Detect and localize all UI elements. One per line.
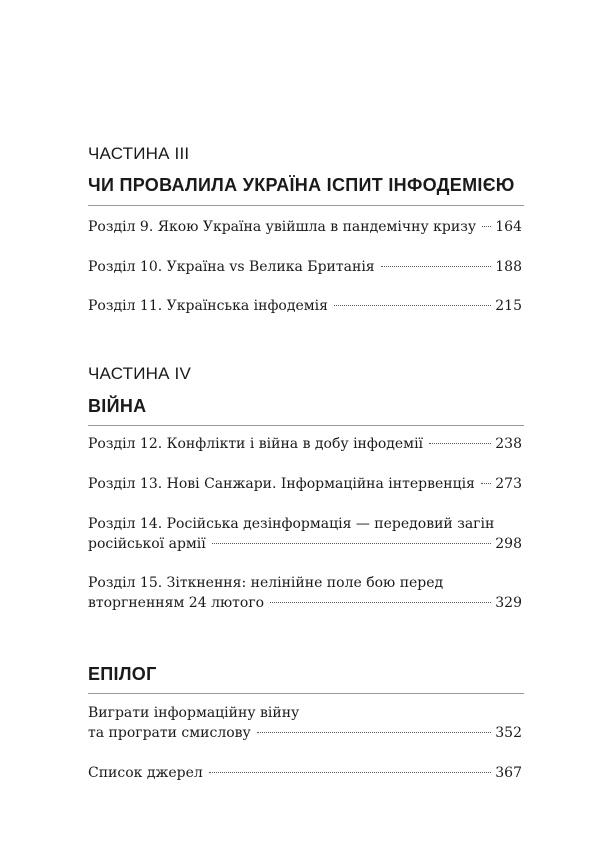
dot-leader	[270, 602, 491, 603]
part-3-divider	[88, 205, 524, 206]
toc-entry-page: 298	[495, 536, 522, 552]
dot-leader	[481, 483, 491, 484]
toc-entry-page: 367	[495, 765, 522, 781]
toc-entry-title-line-2: російської армії	[88, 536, 206, 552]
toc-entry-page: 273	[495, 476, 522, 492]
toc-entry-title-line-2: вторгненням 24 лютого	[88, 595, 265, 611]
part-4-title: ВІЙНА	[88, 396, 147, 416]
part-3-label: ЧАСТИНА III	[88, 144, 190, 163]
dot-leader	[482, 226, 491, 227]
toc-entry-page: 188	[495, 259, 522, 275]
toc-entry-sources[interactable]	[88, 763, 522, 783]
toc-entry-title: Розділ 11. Українська інфодемія	[88, 298, 328, 314]
toc-entry-title-line-2: та програти смислову	[88, 725, 251, 741]
toc-entry-chapter-13[interactable]	[88, 474, 522, 494]
dot-leader	[212, 543, 492, 544]
dot-leader	[429, 443, 491, 444]
toc-entry-title: Список джерел	[88, 765, 203, 781]
toc-entry-title-line-1: Розділ 14. Російська дезінформація — передовий загін	[88, 516, 495, 532]
dot-leader	[209, 772, 491, 773]
epilogue-title: ЕПІЛОГ	[88, 664, 157, 684]
dot-leader	[334, 305, 491, 306]
toc-entry-chapter-14[interactable]	[88, 514, 522, 554]
toc-entry-chapter-9[interactable]	[88, 217, 522, 237]
dot-leader	[257, 732, 491, 733]
toc-entry-chapter-15[interactable]	[88, 573, 522, 613]
toc-entry-chapter-12[interactable]	[88, 434, 522, 454]
part-4-divider	[88, 425, 524, 426]
toc-entry-title: Розділ 10. Україна vs Велика Британія	[88, 259, 375, 275]
epilogue-divider	[88, 693, 524, 694]
toc-entry-title-line-1: Розділ 15. Зіткнення: нелінійне поле бою перед	[88, 575, 444, 591]
toc-entry-title: Розділ 13. Нові Санжари. Інформаційна інтервенція	[88, 476, 475, 492]
toc-entry-epilogue[interactable]	[88, 703, 522, 743]
toc-entry-page: 215	[495, 298, 522, 314]
toc-entry-page: 238	[495, 436, 522, 452]
toc-entry-page: 164	[495, 219, 522, 235]
part-3-title: ЧИ ПРОВАЛИЛА УКРАЇНА ІСПИТ ІНФОДЕМІЄЮ	[88, 175, 515, 195]
toc-entry-chapter-10[interactable]	[88, 257, 522, 277]
part-4-label: ЧАСТИНА IV	[88, 364, 192, 383]
toc-entry-chapter-11[interactable]	[88, 296, 522, 316]
dot-leader	[381, 266, 492, 267]
toc-entry-title: Розділ 9. Якою Україна увійшла в пандемічну кризу	[88, 219, 477, 235]
toc-entry-page: 352	[495, 725, 522, 741]
toc-entry-title: Розділ 12. Конфлікти і війна в добу інфодемії	[88, 436, 424, 452]
toc-entry-page: 329	[495, 595, 522, 611]
toc-entry-title-line-1: Виграти інформаційну війну	[88, 705, 300, 721]
